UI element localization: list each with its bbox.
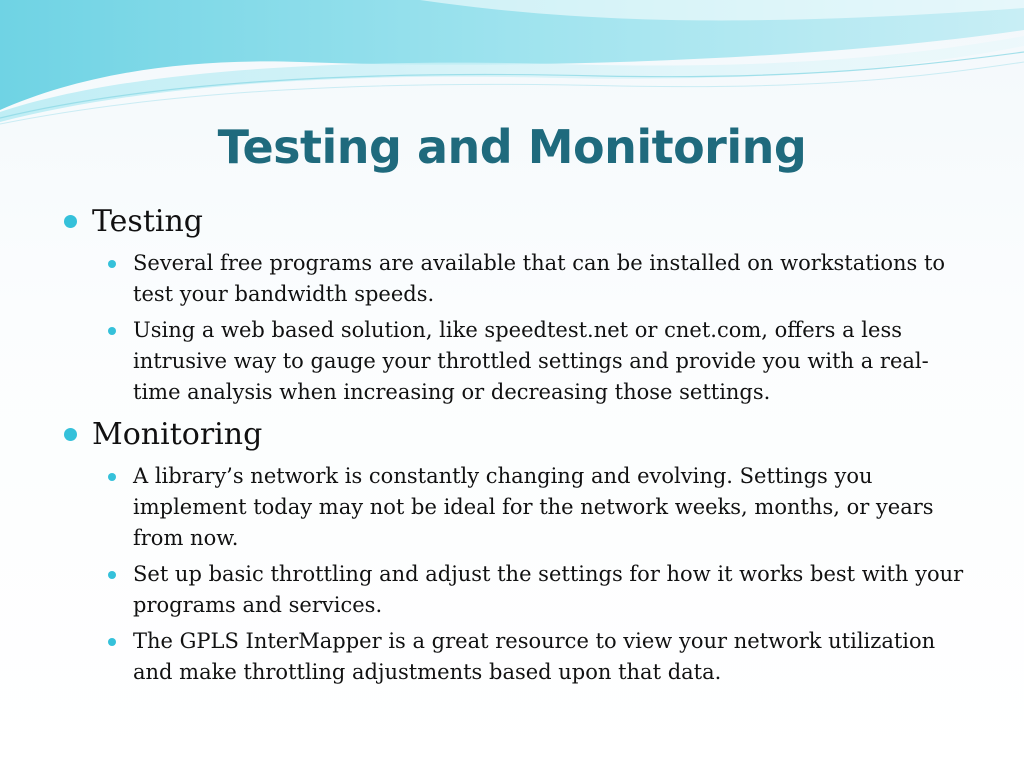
bullet-dot-icon: [108, 571, 116, 579]
section-heading-monitoring: [0, 413, 1024, 457]
section-heading-label: Testing: [92, 204, 204, 239]
section-heading-label: Monitoring: [92, 417, 263, 452]
bullet-dot-icon: [108, 260, 116, 268]
list-item: [0, 626, 1024, 688]
list-item-text: A library’s network is constantly changing and evolving. Settings you implement today may not be ideal for the network weeks, months, or years from now.: [133, 464, 934, 550]
list-item: [0, 461, 1024, 554]
list-item-text: Using a web based solution, like speedtest.net or cnet.com, offers a less intrusive way to gauge your throttled settings and provide you with a real-time analysis when increasing or decreasing those settings.: [133, 318, 929, 404]
bullet-dot-icon: [108, 473, 116, 481]
header-wave-decoration: [0, 0, 1024, 130]
slide-body: [0, 200, 1024, 693]
list-item-text: The GPLS InterMapper is a great resource to view your network utilization and make throttling adjustments based upon that data.: [133, 629, 936, 684]
list-item-text: Set up basic throttling and adjust the settings for how it works best with your programs and services.: [133, 562, 964, 617]
bullet-dot-icon: [108, 327, 116, 335]
slide-title: Testing and Monitoring: [217, 120, 807, 174]
bullet-dot-icon: [64, 215, 77, 228]
bullet-dot-icon: [64, 428, 77, 441]
list-item: [0, 315, 1024, 408]
section-heading-testing: [0, 200, 1024, 244]
list-item: [0, 559, 1024, 621]
list-item: [0, 248, 1024, 310]
list-item-text: Several free programs are available that can be installed on workstations to test your bandwidth speeds.: [133, 251, 946, 306]
bullet-dot-icon: [108, 638, 116, 646]
